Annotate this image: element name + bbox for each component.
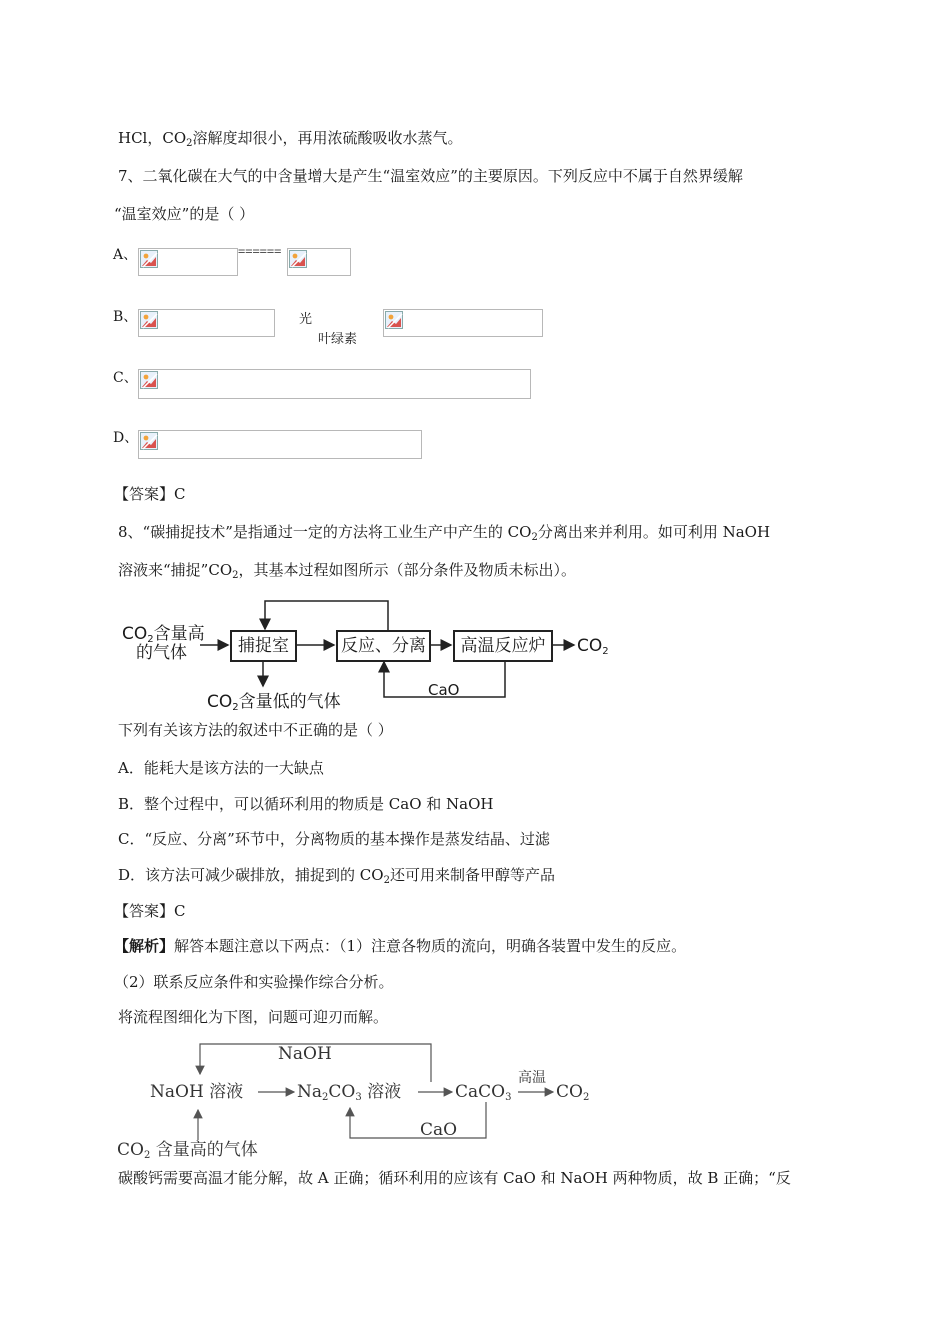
answer-8: 【答案】C: [114, 902, 186, 920]
flow2-condition-high-temp: 高温: [518, 1070, 546, 1086]
question-8-option-c: C．“反应、分离”环节中，分离物质的基本操作是蒸发结晶、过滤: [118, 830, 550, 848]
question-7-line-2: “温室效应”的是（ ）: [114, 205, 255, 223]
flow1-box-high-temp-furnace: 高温反应炉: [453, 630, 553, 662]
question-8-option-a: A．能耗大是该方法的一大缺点: [118, 759, 324, 777]
flow2-na2co3-solution: $Na_2CO_3$ 溶液: [297, 1082, 402, 1103]
flow1-input-line-1: $CO_2$含量高: [122, 624, 205, 645]
option-b-condition-chlorophyll: 叶绿素: [318, 332, 358, 347]
flow2-naoh-solution: NaOH 溶液: [150, 1082, 244, 1102]
flow1-box-capture-chamber: 捕捉室: [230, 630, 297, 662]
option-b-condition-light: 光: [299, 312, 313, 327]
question-8-option-b: B．整个过程中，可以循环利用的物质是 CaO 和 NaOH: [118, 795, 494, 813]
flow2-caco3: CaCO$_3$: [455, 1082, 512, 1103]
flow1-output: $CO_2$: [577, 636, 609, 657]
question-8-option-d: D．该方法可减少碳排放，捕捉到的 $CO_2$还可用来制备甲醇等产品: [118, 866, 555, 886]
flow2-bottom-cao: CaO: [420, 1120, 458, 1140]
answer-7: 【答案】C: [114, 485, 186, 503]
option-a-label: A、: [113, 247, 138, 263]
option-d-label: D、: [113, 430, 139, 446]
question-8-line-3: 下列有关该方法的叙述中不正确的是（ ）: [118, 721, 393, 739]
flow1-return-cao: CaO: [428, 681, 460, 699]
analysis-line-1: 【解析】解答本题注意以下两点：（1）注意各物质的流向，明确各装置中发生的反应。: [114, 937, 687, 955]
flow2-top-naoh: NaOH: [278, 1044, 332, 1064]
flow1-box-reaction-separation: 反应、分离: [336, 630, 431, 662]
analysis-line-2: （2）联系反应条件和实验操作综合分析。: [114, 973, 394, 991]
flow2-input-gas: $CO_2$ 含量高的气体: [117, 1140, 258, 1161]
option-b-label: B、: [113, 309, 138, 325]
flow1-input-line-2: 的气体: [136, 643, 187, 663]
flow1-low-co2-gas: $CO_2$含量低的气体: [207, 692, 341, 713]
question-8-line-1: 8、“碳捕捉技术”是指通过一定的方法将工业生产中产生的 $CO_2$分离出来并利用。如可利用 NaOH: [118, 523, 771, 543]
option-a-equals: ======: [238, 244, 282, 258]
question-8-line-2: 溶液来“捕捉$”CO_2$，其基本过程如图所示（部分条件及物质未标出）。: [118, 561, 577, 581]
option-c-label: C、: [113, 370, 138, 386]
flow2-co2-output: $CO_2$: [556, 1082, 590, 1103]
analysis-line-4: 碳酸钙需要高温才能分解，故 A 正确；循环利用的应该有 CaO 和 NaOH 两种物质，故 B 正确；“反: [118, 1169, 791, 1187]
text-line-hcl: HCl，$CO_2$溶解度却很小，再用浓硫酸吸收水蒸气。: [118, 129, 463, 149]
analysis-line-3: 将流程图细化为下图，问题可迎刃而解。: [118, 1008, 389, 1026]
question-7-line-1: 7、二氧化碳在大气的中含量增大是产生“温室效应”的主要原因。下列反应中不属于自然界缓解: [118, 167, 743, 185]
